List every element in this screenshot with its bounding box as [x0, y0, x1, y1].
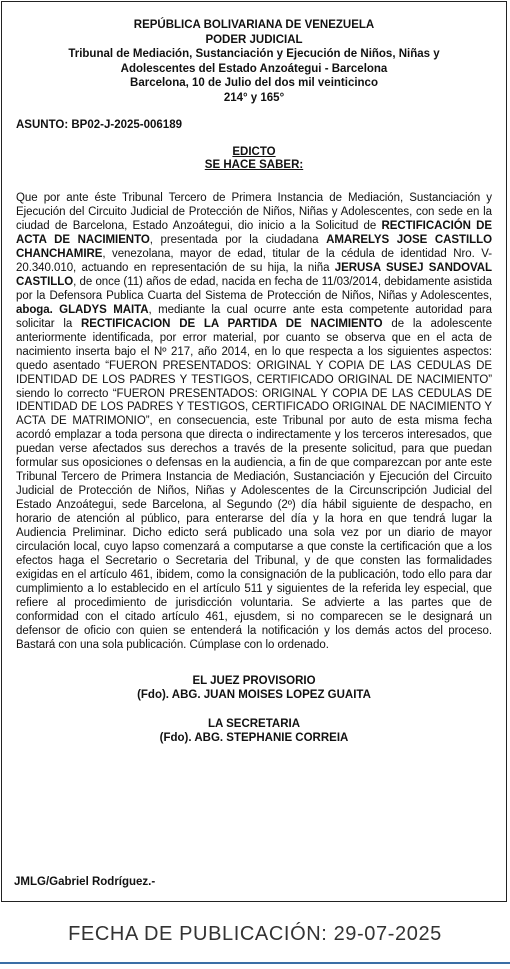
secretary-title: LA SECRETARIA [208, 717, 300, 730]
edict-heading [16, 146, 492, 174]
body-text-part: , de once (11) años de edad, nacida en fecha de 11/03/2014, debidamente asistida por la Defensora Publica Cuarta del Sistema de Protección de Niños, Niñas y Adolescentes, [16, 275, 492, 302]
body-text-part: , mediante la cual ocurre ante esta competente autoridad para solicitar la [16, 303, 492, 330]
author-initials: JMLG/Gabriel Rodríguez.- [14, 876, 156, 888]
judge-signature [16, 674, 492, 702]
footer-rule [0, 962, 510, 964]
header-judicial-power: PODER JUDICIAL [205, 33, 303, 46]
body-bold-part: JERUSA SUSEJ SANDOVAL CASTILLO [16, 261, 492, 288]
body-text-part: , venezolana, mayor de edad, titular de la cédula de identidad Nro. V-20.340.010, actuando en representación de su hija, la niña [16, 247, 492, 274]
header-republic: REPÚBLICA BOLIVARIANA DE VENEZUELA [133, 19, 375, 31]
secretary-signature [16, 717, 492, 745]
publication-date: FECHA DE PUBLICACIÓN: 29-07-2025 [68, 923, 442, 945]
body-text-part: de la adolescente anteriormente identificada, por error material, por cuanto se observa que en el acta de nacimiento inserta bajo el Nº 217, año 2014, en lo que respecta a los siguientes aspectos: quedo asentado “FUERON PRESENTADOS: ORIGINAL Y COPIA DE LAS CEDULAS DE IDENTIDAD DE LOS PADRES Y TESTIGOS, CERTIFICADO ORIGINAL DE NACIMIENTO” siendo lo correcto “FUERON PRESENTADOS: ORIGINAL Y COPIA DE LAS CEDULAS DE IDENTIDAD DE LOS PADRES Y TESTIGOS, CERTIFICADO ORIGINAL DE NACIMIENTO Y ACTA DE MATRIMONIO”, en consecuencia, este Tribunal por auto de esta misma fecha acordó emplazar a toda persona que directa o indirectamente y los terceros interesados, que puedan verse afectados sus derechos a través de la presente solicitud, para que puedan formular sus oposiciones o defensas en la audiencia, a fin de que comparezcan por ante este Tribunal Tercero de Primera Instancia de Mediación, Sustanciación y Ejecución del Circuito Judicial de Protección de Niños, Niñas y Adolescentes de la Circunscripción Judicial del Estado Anzoátegui, sede Barcelona, al Segundo (2º) día hábil siguiente de despacho, en horario de atención al público, para enterarse del día y la hora en que tendrá lugar la Audiencia Preliminar. Dicho edicto será publicado una sola vez por un diario de mayor circulación local, cuyo lapso comenzará a computarse a que conste la certificación que a los efectos haga el Secretario o Secretaria del Tribunal, y de que consten las formalidades exigidas en el artículo 461, ibidem, como la consignación de la publicación, todo ello para dar cumplimiento a lo establecido en el artículo 511 y siguientes de la referida ley especial, que refiere al procedimiento de jurisdicción voluntaria. Se advierte a las partes que de conformidad con el citado artículo 461, ejusdem, si no comparecen se le designará un defensor de oficio con quien se entenderá la notificación y los demás actos del proceso. Bastará con una sola publicación. Cúmplase con lo ordenado. [16, 317, 492, 651]
legal-notice [1, 1, 507, 902]
header-years: 214° y 165° [223, 91, 285, 104]
body-text-part: , presentada por la ciudadana [149, 234, 327, 247]
header-date: Barcelona, 10 de Julio del dos mil veinticinco [130, 77, 378, 90]
secretary-name: (Fdo). ABG. STEPHANIE CORREIA [159, 731, 349, 744]
edict-subtitle: SE HACE SABER: [204, 159, 304, 172]
edict-title: EDICTO [232, 145, 276, 158]
body-bold-part: RECTIFICACION DE LA PARTIDA DE NACIMIENTO [80, 317, 383, 330]
body-bold-part: aboga. GLADYS MAITA [16, 303, 149, 316]
body-text-part: Que por ante éste Tribunal Tercero de Primera Instancia de Mediación, Sustanciación y Ejecución del Circuito Judicial de Protección de Niños, Niñas y Adolescentes, con sede en la ciudad de Barcelona, Estado Anzoátegui, dio inicio a la Solicitud de [16, 192, 492, 233]
edict-body [16, 192, 492, 652]
case-number: ASUNTO: BP02-J-2025-006189 [16, 118, 182, 131]
court-header [16, 18, 492, 106]
body-bold-part: AMARELYS JOSE CASTILLO CHANCHAMIRE [16, 234, 492, 260]
body-bold-part: RECTIFICACIÓN DE ACTA DE NACIMIENTO [16, 220, 492, 247]
header-tribunal-location: Adolescentes del Estado Anzoátegui - Barcelona [120, 62, 388, 75]
judge-title: EL JUEZ PROVISORIO [192, 674, 316, 687]
judge-name: (Fdo). ABG. JUAN MOISES LOPEZ GUAITA [137, 688, 371, 701]
header-tribunal: Tribunal de Mediación, Sustanciación y Ejecución de Niños, Niñas y [68, 48, 440, 61]
